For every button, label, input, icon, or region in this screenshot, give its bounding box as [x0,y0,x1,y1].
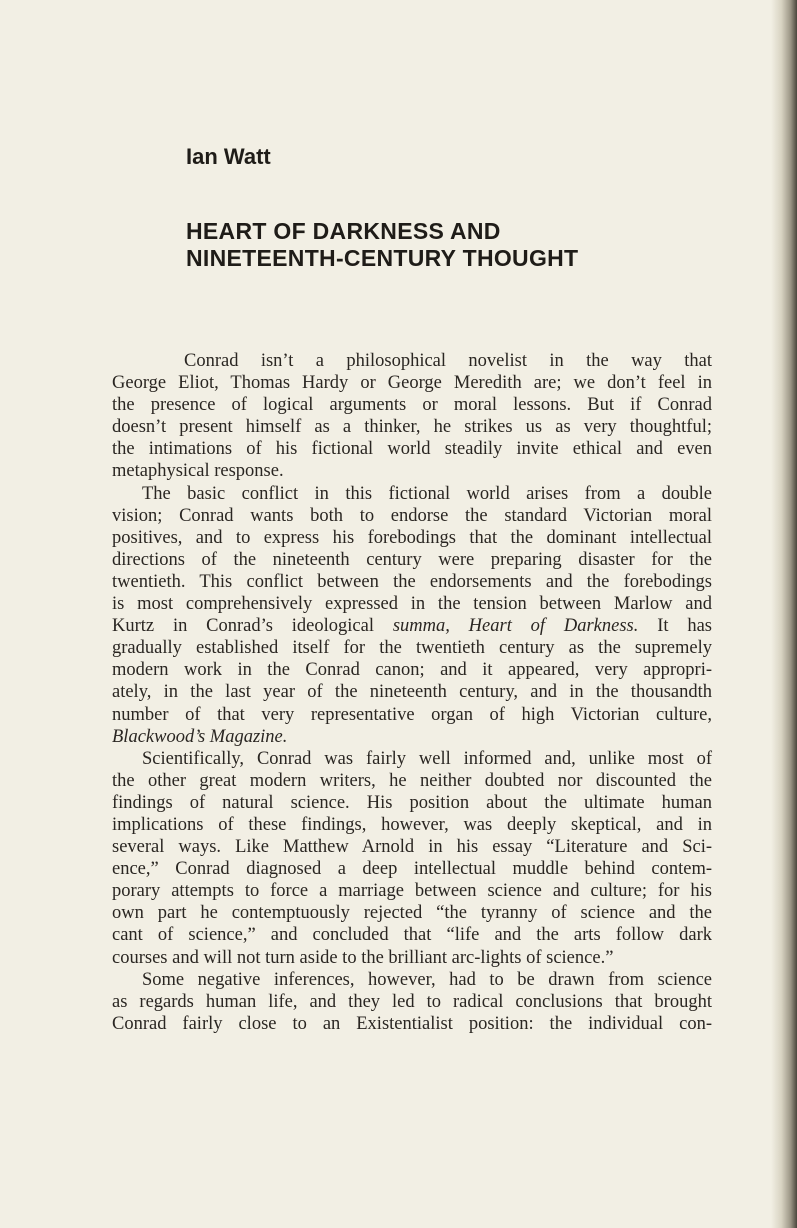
text-line: metaphysical response. [112,461,284,482]
text-segment: It has [638,616,712,637]
text-line: implications of these findings, however, was deeply skeptical, and in [112,814,712,835]
text-line: the intimations of his fictional world steadily invite ethical and even [112,439,712,460]
text-line: porary attempts to force a marriage between science and culture; for his [112,881,712,902]
text-line: The basic conflict in this fictional world arises from a double [142,483,712,504]
text-line [112,615,712,637]
paragraph-1 [112,350,712,483]
text-line: number of that very representative organ of high Victorian culture, [112,704,712,725]
text-line: as regards human life, and they led to radical conclusions that brought [112,991,712,1012]
italic-title: summa, Heart of Darkness. [392,616,639,637]
text-line: Some negative inferences, however, had to be drawn from science [142,969,712,990]
paragraph-2 [112,483,712,748]
text-line: the presence of logical arguments or moral lessons. But if Conrad [112,395,712,416]
text-line [112,726,712,748]
text-line: courses and will not turn aside to the brilliant arc-lights of science.” [112,947,614,968]
text-line: modern work in the Conrad canon; and it appeared, very appropri- [112,660,712,681]
author-name: Ian Watt [186,144,271,169]
text-line: cant of science,” and concluded that “life and the arts follow dark [112,925,712,946]
title-line-1: HEART OF DARKNESS AND [186,218,501,244]
article-body [112,350,712,1035]
italic-title: Blackwood’s Magazine. [112,726,288,747]
text-line: findings of natural science. His position about the ultimate human [112,792,712,813]
title-line-2: NINETEENTH-CENTURY THOUGHT [186,245,579,271]
text-line: doesn’t present himself as a thinker, he strikes us as very thoughtful; [112,417,712,438]
text-line: Conrad isn’t a philosophical novelist in the way that [184,351,712,371]
article-title [186,218,706,272]
text-line: several ways. Like Matthew Arnold in his essay “Literature and Sci- [112,837,712,858]
text-line: own part he contemptuously rejected “the tyranny of science and the [112,903,712,924]
text-line: ence,” Conrad diagnosed a deep intellectual muddle behind contem- [112,859,712,880]
text-line: the other great modern writers, he neither doubted nor discounted the [112,770,712,791]
text-line: gradually established itself for the twentieth century as the supremely [112,638,712,659]
text-line: directions of the nineteenth century were preparing disaster for the [112,549,712,570]
text-line: twentieth. This conflict between the endorsements and the forebodings [112,571,712,592]
text-line: positives, and to express his forebodings that the dominant intellectual [112,527,712,548]
text-line: vision; Conrad wants both to endorse the standard Victorian moral [112,505,712,526]
paragraph-3 [112,748,712,969]
paragraph-4 [112,969,712,1035]
text-line: ately, in the last year of the nineteenth century, and in the thousandth [112,682,712,703]
text-line: is most comprehensively expressed in the tension between Marlow and [112,594,712,615]
text-line: Scientifically, Conrad was fairly well informed and, unlike most of [142,748,712,769]
text-line: Conrad fairly close to an Existentialist position: the individual con- [112,1013,712,1034]
text-line: George Eliot, Thomas Hardy or George Meredith are; we don’t feel in [112,373,712,394]
page-edge-shadow [771,0,797,1228]
text-segment: Kurtz in Conrad’s ideological [112,616,393,637]
